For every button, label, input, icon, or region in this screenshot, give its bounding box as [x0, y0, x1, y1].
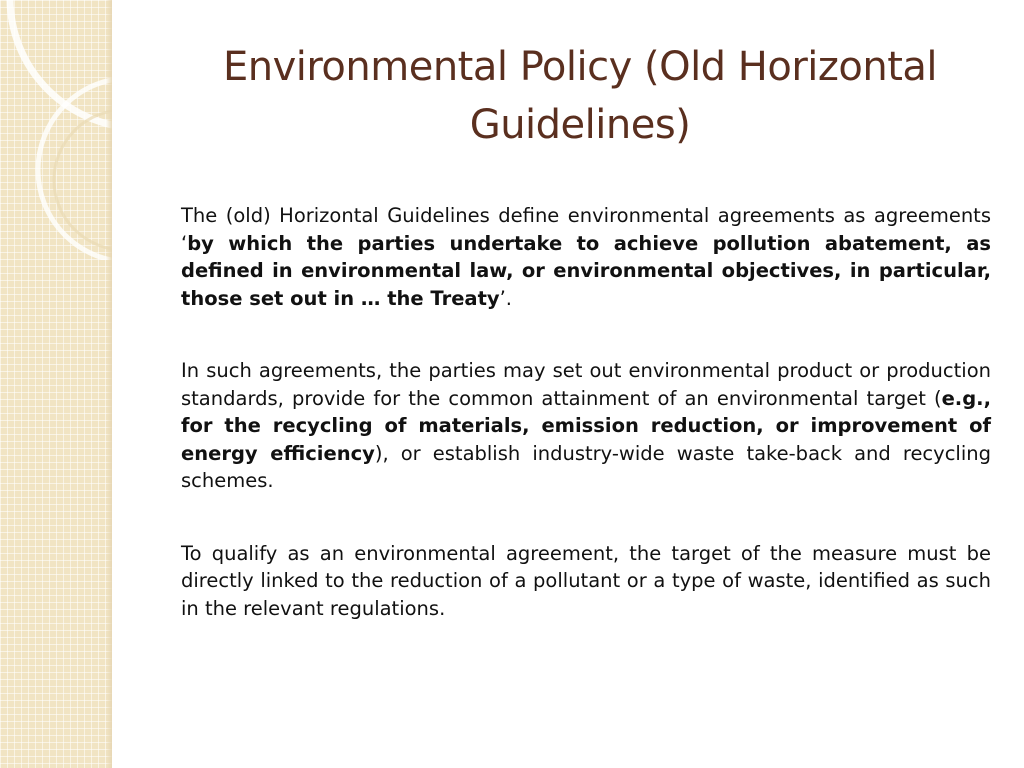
decorative-rings: [0, 0, 112, 260]
decorative-side-band: [0, 0, 112, 768]
paragraph-agreement-examples: e.g., for the recycling of materials, emission reduction, or improvement of energy efficiency: [181, 386, 991, 465]
paragraph-definition-intro: The (old) Horizontal Guidelines define environmental agreements as agreements ‘: [181, 204, 991, 255]
slide-body: [181, 202, 991, 667]
paragraph-agreement-content: [181, 357, 991, 495]
paragraph-definition: [181, 202, 991, 312]
paragraph-qualification: To qualify as an environmental agreement, the target of the measure must be directly linked to the reduction of a pollutant or a type of waste, identified as such in the relevant regulations.: [181, 541, 991, 620]
paragraph-agreement-end: ), or establish industry-wide waste take-back and recycling schemes.: [181, 441, 991, 492]
paragraph-definition-quote: by which the parties undertake to achieve pollution abatement, as defined in environmental law, or environmental objectives, in particular, those set out in … the Treaty: [181, 231, 991, 310]
paragraph-definition-end: ’.: [499, 286, 513, 310]
paragraph-agreement-intro: In such agreements, the parties may set out environmental product or production standards, provide for the common attainment of an environmental target (: [181, 359, 991, 410]
slide-title: Environmental Policy (Old Horizontal Guidelines): [222, 44, 938, 148]
